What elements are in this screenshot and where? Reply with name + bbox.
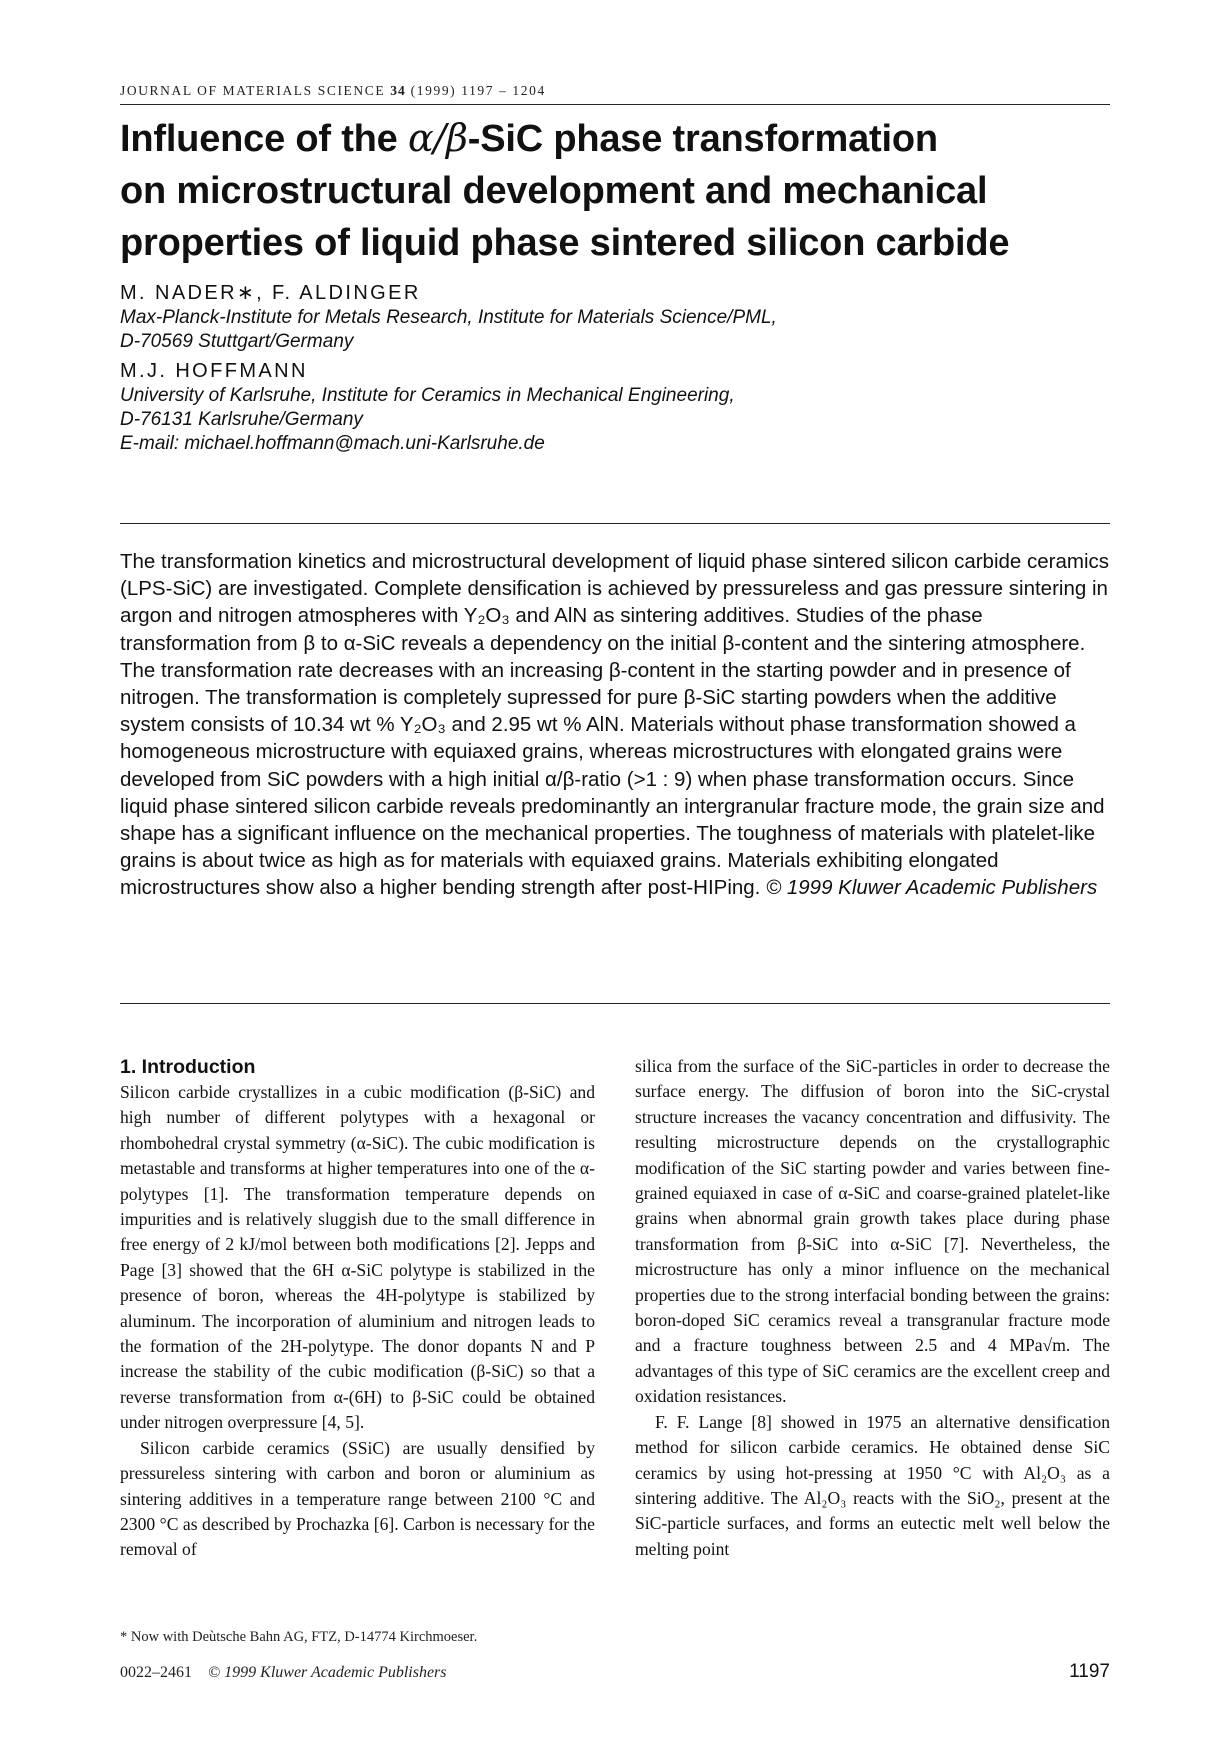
affiliation-1-line-1: Max-Planck-Institute for Metals Research, Institute for Materials Science/PML, — [120, 307, 777, 328]
title-line-1-end: -SiC phase transformation — [467, 118, 938, 160]
footnote: * Now with Deùtsche Bahn AG, FTZ, D-14774 Kirchmoeser. — [120, 1629, 478, 1645]
journal-year-pages: (1999) 1197 – 1204 — [410, 83, 546, 98]
divider-rule — [120, 523, 1110, 524]
issn: 0022–2461 — [120, 1664, 192, 1681]
body-paragraph: silica from the surface of the SiC-particles in order to decrease the surface energy. The diffusion of boron into the SiC-crystal structure increases the vacancy concentration and diffusivity. The resulting microstructure depends on the crystallographic modification of the SiC starting powder and varies between fine-grained equiaxed in case of α-SiC and coarse-grained platelet-like grains when abnormal grain growth takes place during phase transformation from β-SiC into α-SiC [7]. Nevertheless, the microstructure has only a minor influence on the mechanical properties due to the strong interfacial bonding between the grains: boron-doped SiC ceramics reveal a transgranular fracture mode and a fracture toughness between 2.5 and 4 MPa√m. The advantages of this type of SiC ceramics are the excellent creep and oxidation resistances. — [635, 1056, 1110, 1407]
journal-name: JOURNAL OF MATERIALS SCIENCE — [120, 83, 386, 98]
section-heading: 1. Introduction — [120, 1056, 256, 1078]
running-head — [120, 82, 1110, 105]
divider-rule — [120, 1003, 1110, 1004]
author-block-2 — [120, 358, 1110, 456]
body-column-left — [120, 1054, 595, 1563]
abstract-text: The transformation kinetics and microstructural development of liquid phase sintered silicon carbide ceramics (LPS-SiC) are investigated. Complete densification is achieved by pressureless and gas pressure sintering in argon and nitrogen atmospheres with Y₂O₃ and AlN as sintering additives. Studies of the phase transformation from β to α-SiC reveals a dependency on the initial β-content and the sintering atmosphere. The transformation rate decreases with an increasing β-content in the starting powder and in presence of nitrogen. The transformation is completely supressed for pure β-SiC starting powders when the additive system consists of 10.34 wt % Y₂O₃ and 2.95 wt % AlN. Materials without phase transformation showed a homogeneous microstructure with equiaxed grains, whereas microstructures with elongated grains were developed from SiC powders with a high initial α/β-ratio (>1 : 9) when phase transformation occurs. Since liquid phase sintered silicon carbide reveals predominantly an intergranular fracture mode, the grain size and shape has a significant influence on the mechanical properties. The toughness of materials with platelet-like grains is about twice as high as for materials with equiaxed grains. Materials exhibiting elongated microstructures show also a higher bending strength after post-HIPing. — [120, 550, 1110, 900]
body-column-right — [635, 1054, 1110, 1562]
body-paragraph: F. F. Lange [8] showed in 1975 an alternative densification method for silicon carbide ceramics. He obtained dense SiC ceramics by using hot-pressing at 1950 °C with Al₂O₃ as a sintering additive. The Al₂O₃ reacts with the SiO₂, present at the SiC-particle surfaces, and forms an eutectic melt well below the melting point — [635, 1411, 1110, 1559]
author-names-2: M.J. HOFFMANN — [120, 360, 308, 382]
page-number: 1197 — [1069, 1661, 1110, 1682]
title-greek-alpha-beta: α/β — [407, 116, 468, 160]
title-line-3: properties of liquid phase sintered silicon carbide — [120, 222, 1010, 264]
affiliation-1-line-2: D-70569 Stuttgart/Germany — [120, 331, 354, 352]
paper-page — [120, 0, 1110, 1748]
author-names-1: M. NADER∗, F. ALDINGER — [120, 282, 421, 304]
affiliation-2-line-1: University of Karlsruhe, Institute for Ceramics in Mechanical Engineering, — [120, 385, 735, 406]
title-line-1 — [120, 112, 1110, 165]
title-line-1-start: Influence of the — [120, 118, 408, 160]
author-email: E-mail: michael.hoffmann@mach.uni-Karlsruhe.de — [120, 433, 545, 454]
journal-volume: 34 — [390, 83, 406, 98]
footer-citation — [120, 1664, 447, 1682]
author-block-1 — [120, 280, 1110, 354]
footer-publisher: © 1999 Kluwer Academic Publishers — [208, 1664, 447, 1681]
affiliation-2-line-2: D-76131 Karlsruhe/Germany — [120, 409, 363, 430]
abstract-copyright: © 1999 Kluwer Academic Publishers — [766, 876, 1098, 900]
paper-title — [120, 112, 1110, 269]
body-paragraph: Silicon carbide ceramics (SSiC) are usually densified by pressureless sintering with carbon and boron or aluminium as sintering additives in a temperature range between 2100 °C and 2300 °C as described by Prochazka [6]. Carbon is necessary for the removal of — [120, 1437, 595, 1560]
body-paragraph: Silicon carbide crystallizes in a cubic modification (β-SiC) and high number of different polytypes with a hexagonal or rhombohedral crystal symmetry (α-SiC). The cubic modification is metastable and transforms at higher temperatures into one of the α-polytypes [1]. The transformation temperature depends on impurities and is relatively sluggish due to the small difference in free energy of 2 kJ/mol between both modifications [2]. Jepps and Page [3] showed that the 6H α-SiC polytype is stabilized in the presence of boron, whereas the 4H-polytype is stabilized by aluminum. The incorporation of aluminium and nitrogen leads to the formation of the 2H-polytype. The donor dopants N and P increase the stability of the cubic modification (β-SiC) so that a reverse transformation from α-(6H) to β-SiC could be obtained under nitrogen overpressure [4, 5]. — [120, 1082, 595, 1433]
title-line-2: on microstructural development and mechanical — [120, 170, 988, 212]
abstract — [120, 548, 1110, 902]
